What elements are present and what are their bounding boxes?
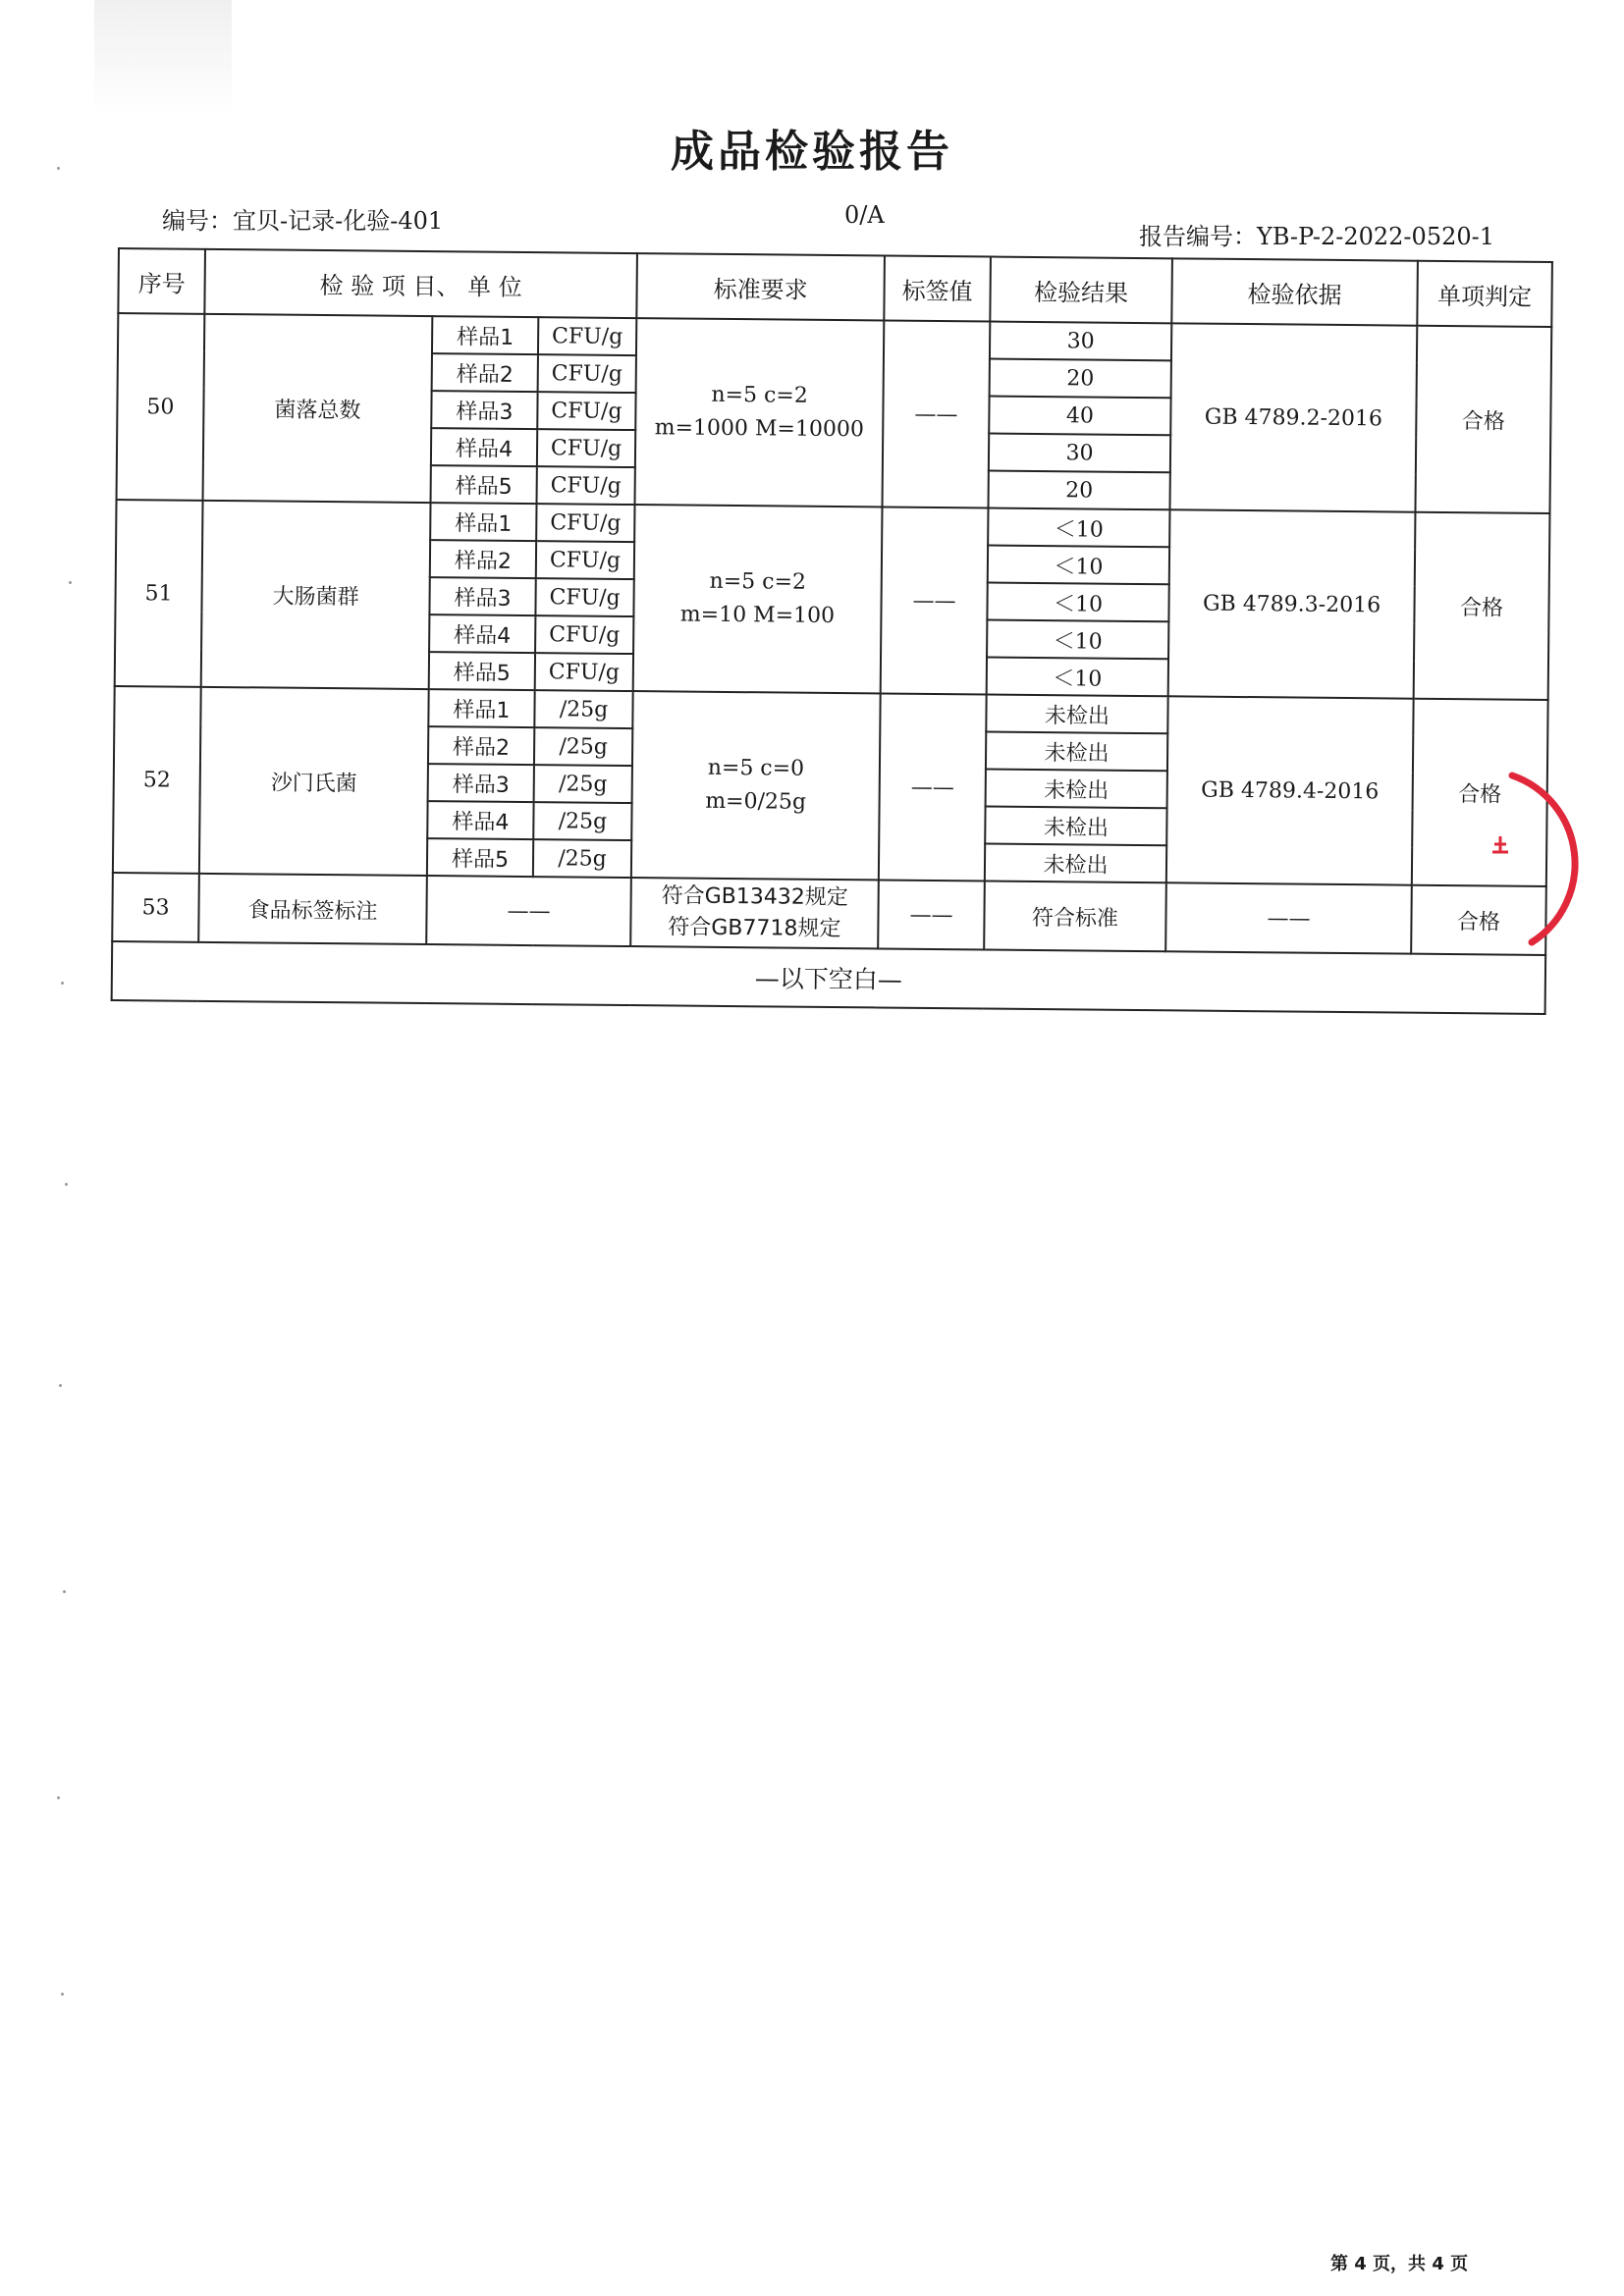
sample-unit: CFU/g [538, 354, 636, 393]
sample-unit: CFU/g [536, 541, 634, 579]
sample-name: 样品4 [431, 428, 537, 466]
scan-shadow [94, 0, 232, 118]
sample-unit: /25g [533, 839, 631, 878]
group-item-name: 大肠菌群 [201, 501, 431, 689]
sample-result: 未检出 [985, 807, 1166, 846]
version-label: 0/A [844, 201, 885, 229]
sample-name: 样品4 [429, 614, 535, 653]
page-title: 成品检验报告 [671, 127, 953, 177]
sample-unit: CFU/g [535, 653, 633, 691]
scan-speck [69, 581, 72, 584]
sample-unit: /25g [534, 690, 632, 728]
sample-unit: CFU/g [537, 466, 635, 505]
sample-unit: CFU/g [536, 504, 634, 542]
group-basis: GB 4789.2-2016 [1170, 323, 1418, 511]
group-standard [631, 691, 881, 880]
sample-name: 样品1 [432, 316, 538, 354]
sample-unit: CFU/g [537, 429, 635, 467]
sample-result: 未检出 [985, 844, 1166, 883]
sample-name: 样品5 [429, 652, 535, 690]
page-number: 第 4 页，共 4 页 [1330, 2254, 1469, 2274]
sample-result: 未检出 [986, 770, 1167, 809]
sample-unit: CFU/g [538, 317, 636, 355]
scan-speck [57, 167, 60, 170]
record-number: 编号：宜贝-记录-化验-401 [162, 207, 444, 235]
scan-speck [57, 1796, 60, 1799]
group-standard [635, 318, 885, 507]
row53-standard [630, 878, 879, 948]
group-seq: 52 [113, 686, 201, 874]
inspection-table [111, 247, 1553, 1015]
standard-line1: n=5 c=0 [707, 755, 805, 781]
scan-speck [59, 1384, 62, 1387]
group-seq: 51 [115, 500, 203, 687]
group-judgement: 合格 [1416, 326, 1552, 513]
header-seq: 序号 [118, 248, 205, 314]
sample-result: ＜10 [988, 508, 1169, 548]
row53-basis: —— [1165, 882, 1412, 953]
sample-name: 样品4 [427, 801, 533, 839]
header-result: 检验结果 [990, 257, 1172, 324]
sample-name: 样品3 [431, 391, 537, 429]
row53-result: 符合标准 [984, 881, 1166, 952]
sample-name: 样品2 [428, 726, 534, 765]
sample-result: ＜10 [988, 546, 1169, 585]
row53-unit: —— [426, 876, 631, 946]
standard-line2: m=1000 M=10000 [654, 415, 865, 443]
standard-line1: n=5 c=2 [709, 568, 807, 595]
header-basis: 检验依据 [1171, 258, 1418, 325]
sample-name: 样品2 [430, 540, 536, 578]
sample-name: 样品1 [428, 689, 534, 727]
sample-result: ＜10 [987, 583, 1168, 622]
sample-name: 样品3 [428, 764, 534, 802]
sample-result: 20 [990, 359, 1171, 399]
sample-name: 样品5 [431, 465, 537, 504]
row53-seq: 53 [112, 873, 199, 942]
sample-name: 样品3 [429, 577, 535, 615]
sample-unit: CFU/g [535, 578, 633, 616]
standard-line2: m=10 M=100 [679, 602, 836, 629]
blank-note-row [112, 941, 1546, 1014]
standard-line1: n=5 c=2 [711, 382, 808, 408]
scan-speck [65, 1183, 68, 1186]
report-number: 报告编号：YB-P-2-2022-0520-1 [1139, 223, 1495, 250]
scan-speck [63, 1590, 66, 1593]
sample-result: 30 [989, 434, 1170, 473]
group-judgement: 合格 [1412, 699, 1548, 886]
group-item-name: 沙门氏菌 [199, 687, 429, 876]
group-judgement: 合格 [1414, 512, 1550, 700]
sample-result: 未检出 [986, 732, 1167, 772]
row53-item: 食品标签标注 [198, 874, 427, 944]
sample-name: 样品2 [432, 353, 538, 392]
group-label-value: —— [883, 320, 991, 507]
sample-unit: CFU/g [537, 392, 635, 430]
header-label-value: 标签值 [884, 255, 991, 321]
sample-unit: CFU/g [535, 615, 633, 654]
group-seq: 50 [117, 313, 205, 501]
scan-speck [61, 1993, 64, 1996]
header-standard: 标准要求 [636, 253, 885, 320]
row53-judgement: 合格 [1411, 885, 1546, 955]
header-judgement: 单项判定 [1417, 261, 1552, 327]
sample-unit: /25g [533, 802, 631, 840]
sample-result: 未检出 [986, 695, 1167, 734]
group-basis: GB 4789.4-2016 [1166, 696, 1414, 884]
group-label-value: —— [881, 507, 989, 694]
sample-name: 样品1 [430, 503, 536, 541]
row53-standard-line2: 符合GB7718规定 [668, 915, 841, 942]
sample-unit: /25g [534, 727, 632, 766]
sample-result: ＜10 [987, 658, 1168, 697]
sample-result: 40 [989, 397, 1170, 436]
row53-label-value: —— [878, 880, 985, 949]
sample-result: 20 [989, 471, 1170, 510]
header-item-unit: 检 验 项 目、 单 位 [204, 249, 637, 318]
group-label-value: —— [879, 693, 987, 881]
group-standard [633, 505, 883, 693]
group-basis: GB 4789.3-2016 [1168, 509, 1416, 698]
sample-unit: /25g [534, 765, 632, 803]
sample-result: 30 [990, 322, 1171, 361]
blank-note: —以下空白— [112, 941, 1546, 1014]
sample-name: 样品5 [427, 838, 533, 877]
group-item-name: 菌落总数 [203, 314, 433, 503]
row53-standard-line1: 符合GB13432规定 [661, 883, 848, 911]
sample-result: ＜10 [987, 620, 1168, 660]
scan-speck [61, 982, 64, 985]
standard-line2: m=0/25g [705, 788, 807, 815]
